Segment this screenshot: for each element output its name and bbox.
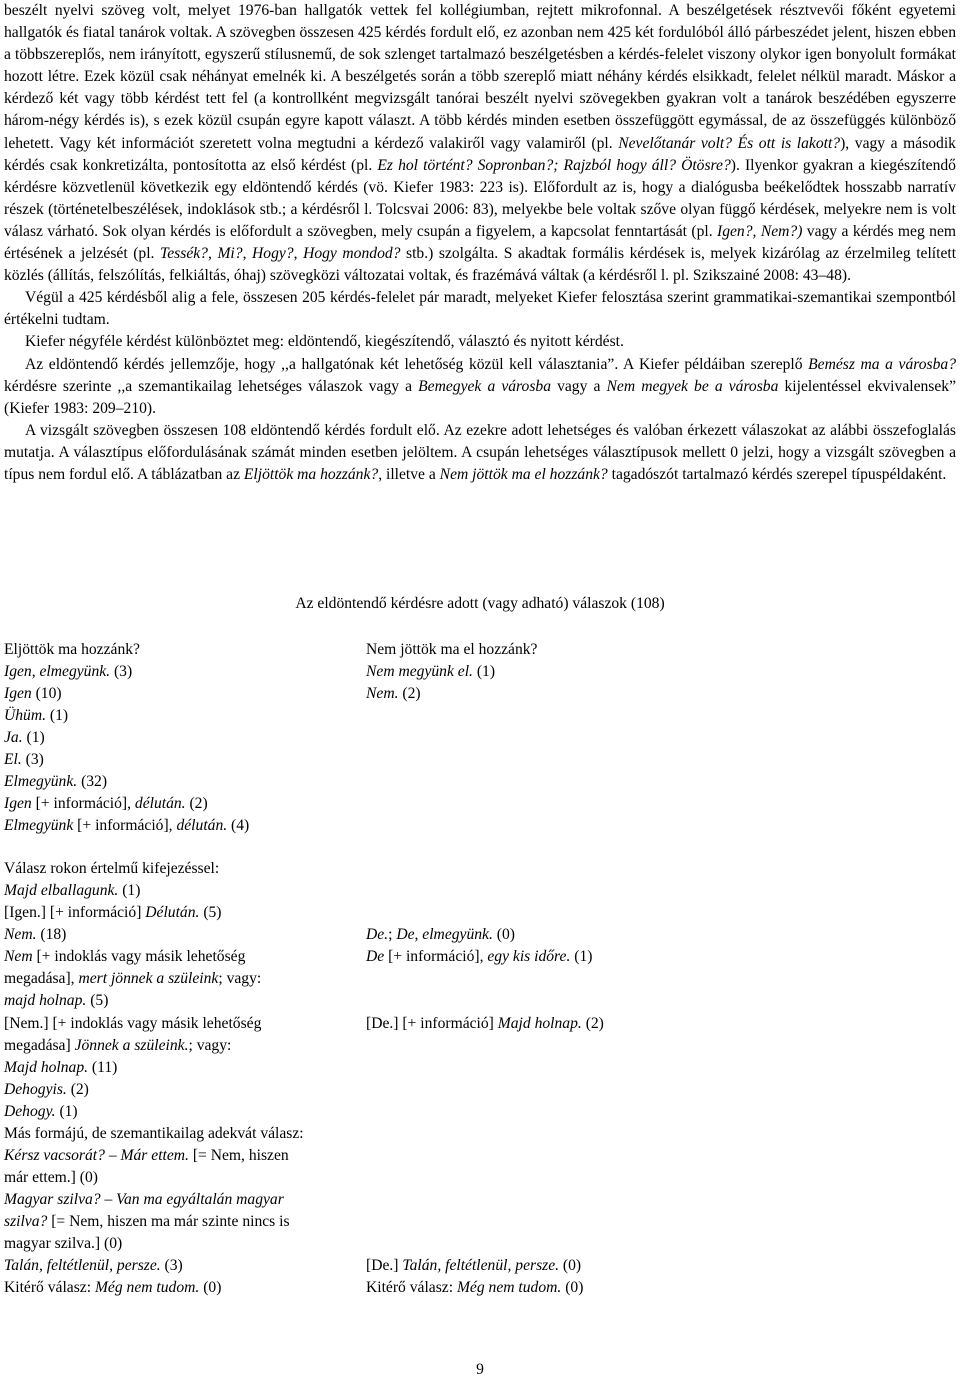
- answer-line: Más formájú, de szemantikailag adekvát válasz:: [4, 1125, 304, 1142]
- answer-line: Nem. (18): [4, 926, 67, 943]
- paragraph: A vizsgált szövegben összesen 108 eldöntendő kérdés fordult elő. Az ezekre adott lehetséges és valóban érkezett válaszokat az alábbi összefoglalás mutatja. A választípus előfordulásának számát minden esetben jelöltem. A csupán lehetséges választípusok mellett 0 jelzi, hogy a vizsgált szövegben a típus nem fordul elő. A táblázatban az Eljöttök ma hozzánk?, illetve a Nem jöttök ma el hozzánk? tagadószót tartalmazó kérdés szerepel típuspéldaként.: [4, 421, 956, 483]
- answer-line: Dehogyis. (2): [4, 1081, 89, 1098]
- answer-line: [Igen.] [+ információ] Délután. (5): [4, 904, 222, 921]
- paragraph: Kiefer négyféle kérdést különböztet meg: eldöntendő, kiegészítendő, választó és nyitott kérdést.: [25, 333, 624, 351]
- answer-line: Kitérő válasz: Még nem tudom. (0): [366, 1279, 584, 1296]
- answer-line: Ja. (1): [4, 729, 45, 746]
- answer-line: majd holnap. (5): [4, 992, 109, 1009]
- page-number: 9: [476, 1361, 484, 1378]
- answer-line: Igen, elmegyünk. (3): [4, 663, 133, 680]
- answer-line: Nem jöttök ma el hozzánk?: [366, 641, 538, 658]
- table-title: Az eldöntendő kérdésre adott (vagy adható) válaszok (108): [295, 595, 665, 612]
- answer-line: Dehogy. (1): [4, 1103, 78, 1120]
- answer-line: Elmegyünk. (32): [4, 773, 108, 790]
- answer-line: Majd holnap. (11): [4, 1059, 118, 1076]
- paragraph: beszélt nyelvi szöveg volt, melyet 1976-ban hallgatók vettek fel kollégiumban, rejtett mikrofonnal. A beszélgetések résztvevői főként egyetemi hallgatók és fiatal tanárok voltak. A szövegben összesen 425 kérdés fordult elő, ez azonban nem 425 két fordulóból álló párbeszédet jelent, hiszen ebben a többszereplős, nem irányított, egyszerű stílusnemű, de sok szlenget tartalmazó beszélgetésben a kérdés-felelet viszony olykor igen bonyolult formákat hozott létre. Ezek közül csak néhányat emelnék ki. A beszélgetés során a több szereplő miatt néhány kérdés elsikkadt, felelet nélkül maradt. Máskor a kérdező két vagy több kérdést tett fel (a kontrollként megvizsgált tanórai beszélt nyelvi szövegekben gyakran volt a tanárok beszédében egyszerre három-négy kérdés is), s ezek közül csupán egyre kapott választ. A több kérdés minden esetben összefüggött egymással, de az összefüggés különböző lehetett. Vagy két információt szeretett volna megtudni a kérdező valakiről vagy valamiről (pl. Nevelőtanár volt? És ott is lakott?), vagy a második kérdés csak konkretizálta, pontosította az első kérdést (pl. Ez hol történt? Sopronban?; Rajzból hogy áll? Ötösre?). Ilyenkor gyakran a kiegészítendő kérdésre közvetlenül következik egy eldöntendő kérdés (vö. Kiefer 1983: 223 is). Előfordult az is, hogy a dialógusba beékelődtek hosszabb narratív részek (történetelbeszélések, indoklások stb.; a kérdésről l. Tolcsvai 2006: 83), melyekbe bele voltak szőve olyan függő kérdések, melyekre nem is volt válasz várható. Sok olyan kérdés is előfordult a szövegben, mely csupán a figyelem, a kapcsolat fenntartását (pl. Igen?, Nem?) vagy a kérdés meg nem értésének a jelzését (pl. Tessék?, Mi?, Hogy?, Hogy mondod? stb.) szolgálta. S akadtak formális kérdések is, melyek kizárólag az érzelmileg telített közlés (állítás, felszólítás, felkiáltás, óhaj) szövegközi változatai voltak, és frazémává váltak (a kérdésről l. pl. Szikszainé 2008: 43–48).: [4, 2, 957, 285]
- answer-line: magyar szilva.] (0): [4, 1235, 123, 1252]
- answer-line: Majd elballagunk. (1): [4, 882, 141, 899]
- answer-line: már ettem.] (0): [4, 1169, 98, 1186]
- answer-line: megadása], mert jönnek a szüleink; vagy:: [4, 970, 262, 987]
- answer-line: Kérsz vacsorát? – Már ettem. [= Nem, hiszen: [4, 1147, 289, 1164]
- answer-line: Talán, feltétlenül, persze. (3): [4, 1257, 183, 1274]
- answer-line: [De.] Talán, feltétlenül, persze. (0): [366, 1257, 582, 1274]
- answer-line: megadása] Jönnek a szüleink.; vagy:: [4, 1037, 232, 1054]
- answer-line: Igen [+ információ], délután. (2): [4, 795, 208, 812]
- answer-line: [De.] [+ információ] Majd holnap. (2): [366, 1015, 604, 1032]
- answer-line: Elmegyünk [+ információ], délután. (4): [4, 817, 250, 834]
- answer-line: Nem. (2): [366, 685, 421, 702]
- answer-line: De [+ információ], egy kis időre. (1): [366, 948, 593, 965]
- answer-line: Magyar szilva? – Van ma egyáltalán magyar: [4, 1191, 284, 1208]
- answer-line: Igen (10): [4, 685, 62, 702]
- answer-line: Válasz rokon értelmű kifejezéssel:: [4, 860, 220, 877]
- answer-line: Nem megyünk el. (1): [366, 663, 496, 680]
- answer-line: Nem [+ indoklás vagy másik lehetőség: [4, 948, 246, 965]
- paragraph: Végül a 425 kérdésből alig a fele, összesen 205 kérdés-felelet pár maradt, melyeket Kiefer felosztása szerint grammatikai-szemantikai szempontból értékelni tudtam.: [4, 289, 956, 329]
- paragraph: Az eldöntendő kérdés jellemzője, hogy ,,a hallgatónak két lehetőség közül kell választania”. A Kiefer példáiban szereplő Bemész ma a városba? kérdésre szerinte ,,a szemantikailag lehetséges válaszok vagy a Bemegyek a városba vagy a Nem megyek be a városba kijelentéssel ekvivalensek” (Kiefer 1983: 209–210).: [4, 355, 957, 417]
- answer-line: Eljöttök ma hozzánk?: [4, 641, 140, 658]
- answer-line: szilva? [= Nem, hiszen ma már szinte nincs is: [4, 1213, 290, 1230]
- answer-line: Kitérő válasz: Még nem tudom. (0): [4, 1279, 222, 1296]
- body-text: [4, 0, 956, 486]
- answer-line: De.; De, elmegyünk. (0): [366, 926, 515, 943]
- answer-line: Ühüm. (1): [4, 707, 69, 724]
- answer-line: El. (3): [4, 751, 44, 768]
- answer-line: [Nem.] [+ indoklás vagy másik lehetőség: [4, 1015, 262, 1032]
